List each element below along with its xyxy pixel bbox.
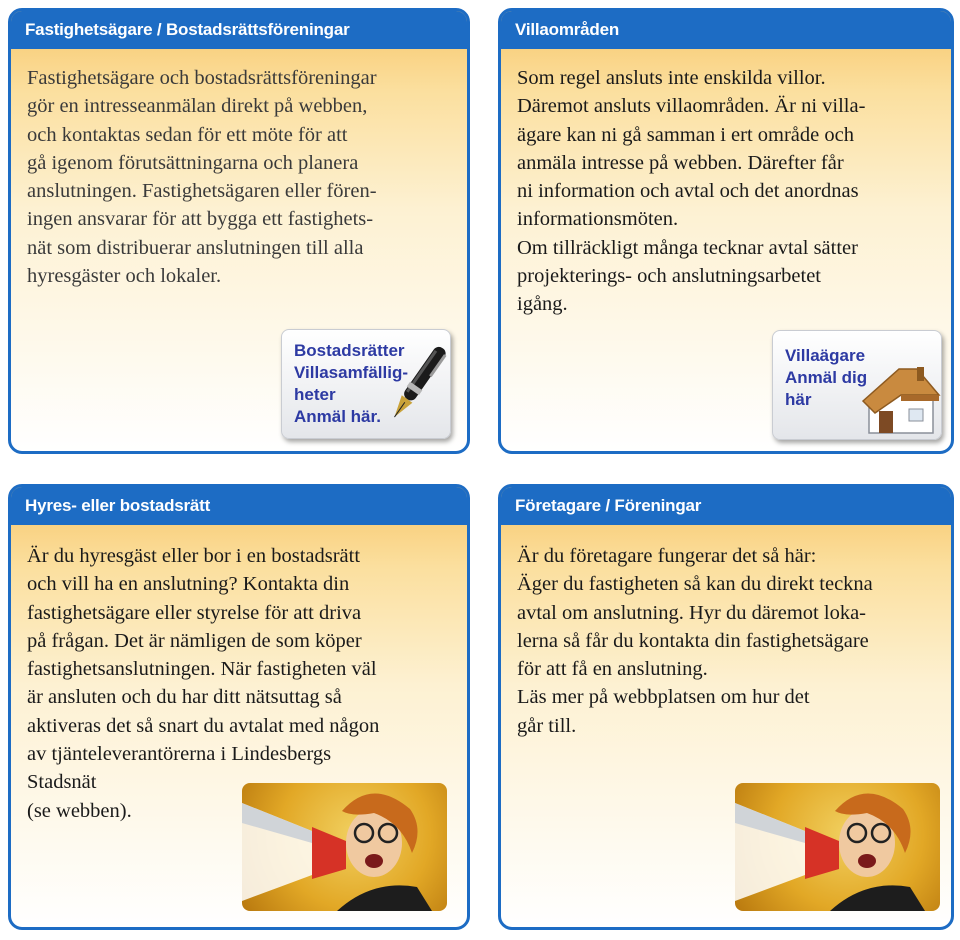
megaphone-woman-photo [735, 783, 940, 911]
register-button-villa[interactable] [772, 330, 942, 440]
card-title: Hyres- eller bostadsrätt [11, 487, 467, 525]
card-villa-areas [498, 8, 954, 454]
card-tenant [8, 484, 470, 930]
card-body: Som regel ansluts inte enskilda villor. Däremot ansluts villaområden. Är ni villa- ägare kan ni gå samman i ert område och anmäla intresse på webben. Därefter får ni information och avtal och det anordnas informationsmöten. Om tillräckligt många tecknar avtal sätter projekterings- och anslutningsarbetet igång. [517, 67, 866, 316]
house-icon [861, 365, 941, 437]
pen-icon [387, 336, 447, 432]
card-title: Fastighetsägare / Bostadsrättsföreningar [11, 11, 467, 49]
megaphone-woman-photo [242, 783, 447, 911]
card-property-owners [8, 8, 470, 454]
card-title: Villaområden [501, 11, 951, 49]
promo-label: Bostadsrätter Villasamfällig- heter Anmäl här. [294, 341, 409, 426]
card-business [498, 484, 954, 930]
card-body: Fastighetsägare och bostadsrättsföreningar gör en intresseanmälan direkt på webben, och kontaktas sedan för ett möte för att gå igenom förutsättningarna och planera anslutningen. Fastighetsägaren eller fören- ingen ansvarar för att bygga ett fastighets- nät som distribuerar anslutningen till alla hyresgäster och lokaler. [27, 67, 377, 288]
register-button-housing[interactable] [281, 329, 451, 439]
card-title: Företagare / Föreningar [501, 487, 951, 525]
card-body: Är du företagare fungerar det så här: Äger du fastigheten så kan du direkt teckna avtal om anslutning. Hyr du däremot loka- lerna så får du kontakta din fastighetsägare för att få en anslutning. Läs mer på webbplatsen om hur det går till. [517, 545, 873, 737]
card-body: Är du hyresgäst eller bor i en bostadsrätt och vill ha en anslutning? Kontakta din fastighetsägare eller styrelse för att driva på frågan. Det är nämligen de som köper fastighetsanslutningen. När fastigheten väl är ansluten och du har ditt nätsuttag så aktiveras det så snart du avtalat med någon av tjänteleverantörerna i Lindesbergs Stadsnät (se webben). [27, 545, 380, 822]
promo-label: Villaägare Anmäl dig här [785, 346, 868, 409]
